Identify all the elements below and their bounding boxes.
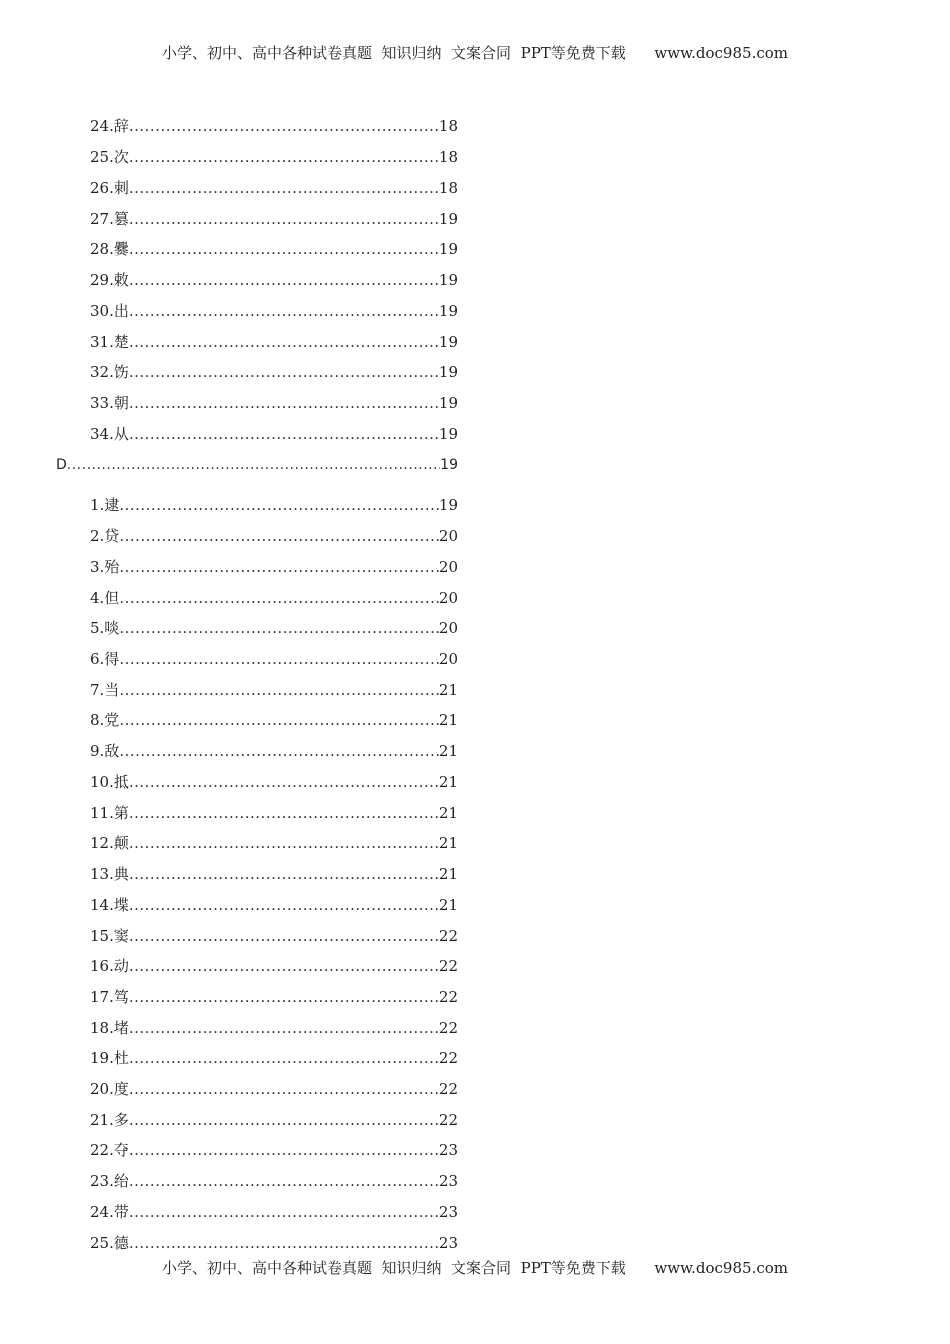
toc-entry[interactable] bbox=[90, 423, 458, 445]
toc-entry[interactable] bbox=[90, 1047, 458, 1069]
toc-entry-label: 14.堞 bbox=[90, 896, 129, 914]
toc-entry-page: 19 bbox=[438, 302, 458, 320]
toc-entry[interactable] bbox=[90, 617, 458, 639]
toc-entry-page: 21 bbox=[438, 865, 458, 883]
toc-section-label: D bbox=[56, 457, 67, 473]
toc-entry-page: 22 bbox=[438, 957, 458, 975]
toc-entry[interactable] bbox=[90, 1109, 458, 1131]
toc-entry-page: 19 bbox=[438, 394, 458, 412]
toc-entry-label: 26.刺 bbox=[90, 179, 129, 197]
toc-entry-label: 24.辞 bbox=[90, 117, 129, 135]
toc-entry-label: 21.多 bbox=[90, 1111, 129, 1129]
toc-entry[interactable] bbox=[90, 1017, 458, 1039]
toc-leader-dots bbox=[129, 1109, 439, 1131]
toc-leader-dots bbox=[119, 709, 439, 731]
toc-entry-page: 23 bbox=[438, 1172, 458, 1190]
toc-entry-page: 20 bbox=[438, 558, 458, 576]
toc-leader-dots bbox=[129, 771, 439, 793]
toc-entry-page: 21 bbox=[438, 896, 458, 914]
toc-leader-dots bbox=[129, 300, 439, 322]
toc-leader-dots bbox=[129, 177, 439, 199]
toc-entry-label: 12.颠 bbox=[90, 834, 129, 852]
toc-entry[interactable] bbox=[90, 648, 458, 670]
toc-entry-page: 19 bbox=[438, 496, 458, 514]
toc-entry-page: 19 bbox=[438, 425, 458, 443]
toc-entry-page: 23 bbox=[438, 1141, 458, 1159]
toc-leader-dots bbox=[119, 740, 439, 762]
toc-entry-label: 16.动 bbox=[90, 957, 129, 975]
toc-entry[interactable] bbox=[90, 146, 458, 168]
toc-entry-label: 10.抵 bbox=[90, 773, 129, 791]
toc-leader-dots bbox=[129, 1170, 439, 1192]
toc-entry-page: 22 bbox=[438, 988, 458, 1006]
toc-entry-page: 21 bbox=[438, 711, 458, 729]
toc-leader-dots bbox=[129, 832, 439, 854]
toc-entry-page: 21 bbox=[438, 834, 458, 852]
toc-entry[interactable] bbox=[90, 1201, 458, 1223]
toc-leader-dots bbox=[119, 679, 439, 701]
toc-leader-dots bbox=[119, 525, 439, 547]
toc-leader-dots bbox=[129, 894, 439, 916]
toc-entry[interactable] bbox=[90, 361, 458, 383]
toc-entry-label: 29.敕 bbox=[90, 271, 129, 289]
toc-entry-page: 21 bbox=[438, 742, 458, 760]
toc-entry-label: 15.窦 bbox=[90, 927, 129, 945]
toc-leader-dots bbox=[129, 392, 439, 414]
toc-leader-dots bbox=[129, 955, 439, 977]
toc-entry-label: 28.爨 bbox=[90, 240, 129, 258]
toc-leader-dots bbox=[129, 1139, 439, 1161]
toc-entry[interactable] bbox=[90, 269, 458, 291]
toc-entry-label: 23.绐 bbox=[90, 1172, 129, 1190]
toc-entry-label: 3.殆 bbox=[90, 558, 120, 576]
toc-entry-page: 21 bbox=[438, 804, 458, 822]
toc-entry[interactable] bbox=[90, 802, 458, 824]
toc-entry[interactable] bbox=[90, 679, 458, 701]
toc-entry[interactable] bbox=[90, 238, 458, 260]
toc-leader-dots bbox=[129, 361, 439, 383]
toc-entry-page: 21 bbox=[438, 681, 458, 699]
toc-entry-label: 22.夺 bbox=[90, 1141, 129, 1159]
toc-entry[interactable] bbox=[90, 300, 458, 322]
toc-entry[interactable] bbox=[90, 986, 458, 1008]
toc-entry[interactable] bbox=[90, 863, 458, 885]
toc-leader-dots bbox=[129, 802, 439, 824]
toc-entry[interactable] bbox=[90, 1232, 458, 1254]
toc-entry-label: 30.出 bbox=[90, 302, 129, 320]
toc-entry[interactable] bbox=[90, 771, 458, 793]
toc-entry-label: 20.度 bbox=[90, 1080, 129, 1098]
toc-entry[interactable] bbox=[90, 525, 458, 547]
toc-leader-dots bbox=[129, 423, 439, 445]
toc-entry-label: 9.敌 bbox=[90, 742, 120, 760]
toc-entry-label: 5.啖 bbox=[90, 619, 120, 637]
toc-leader-dots bbox=[129, 208, 439, 230]
toc-entry-label: 11.第 bbox=[90, 804, 129, 822]
toc-entry-label: 27.篡 bbox=[90, 210, 129, 228]
toc-leader-dots bbox=[119, 556, 439, 578]
toc-entry-label: 1.逮 bbox=[90, 496, 120, 514]
toc-entry-label: 18.堵 bbox=[90, 1019, 129, 1037]
toc-leader-dots bbox=[129, 1201, 439, 1223]
toc-entry-page: 19 bbox=[438, 271, 458, 289]
toc-leader-dots bbox=[119, 617, 439, 639]
toc-entry-page: 22 bbox=[438, 1111, 458, 1129]
toc-entry-label: 13.典 bbox=[90, 865, 129, 883]
toc-section-d[interactable] bbox=[56, 454, 458, 476]
toc-entry-page: 23 bbox=[438, 1234, 458, 1252]
toc-entry-label: 6.得 bbox=[90, 650, 120, 668]
toc-entry-label: 25.德 bbox=[90, 1234, 129, 1252]
toc-entry-label: 19.杜 bbox=[90, 1049, 129, 1067]
toc-entry[interactable] bbox=[90, 740, 458, 762]
toc-entry[interactable] bbox=[90, 177, 458, 199]
toc-entry-page: 18 bbox=[438, 148, 458, 166]
toc-section-page: 19 bbox=[440, 457, 458, 473]
toc-entry[interactable] bbox=[90, 709, 458, 731]
toc-leader-dots bbox=[129, 1078, 439, 1100]
toc-entry-page: 20 bbox=[438, 589, 458, 607]
toc-entry-page: 22 bbox=[438, 1019, 458, 1037]
toc-entry[interactable] bbox=[90, 556, 458, 578]
toc-entry[interactable] bbox=[90, 587, 458, 609]
toc-entry-label: 2.贷 bbox=[90, 527, 120, 545]
toc-leader-dots bbox=[129, 146, 439, 168]
toc-leader-dots bbox=[129, 238, 439, 260]
toc-entry-label: 17.笃 bbox=[90, 988, 129, 1006]
toc-entry-label: 25.次 bbox=[90, 148, 129, 166]
toc-entry-page: 18 bbox=[438, 117, 458, 135]
toc-entry-page: 19 bbox=[438, 333, 458, 351]
toc-entry-page: 20 bbox=[438, 650, 458, 668]
toc-leader-dots bbox=[129, 863, 439, 885]
toc-leader-dots bbox=[119, 494, 439, 516]
toc-leader-dots bbox=[129, 331, 439, 353]
toc-entry[interactable] bbox=[90, 925, 458, 947]
toc-entry-label: 24.带 bbox=[90, 1203, 129, 1221]
toc-entry[interactable] bbox=[90, 208, 458, 230]
toc-leader-dots bbox=[129, 269, 439, 291]
toc-entry-label: 33.朝 bbox=[90, 394, 129, 412]
toc-leader-dots bbox=[119, 648, 439, 670]
toc-entry-label: 32.饬 bbox=[90, 363, 129, 381]
toc-entry[interactable] bbox=[90, 832, 458, 854]
toc-entry[interactable] bbox=[90, 955, 458, 977]
page-header: 小学、初中、高中各种试卷真题 知识归纳 文案合同 PPT等免费下载 www.doc985.com bbox=[161, 44, 788, 62]
toc-entry[interactable] bbox=[90, 894, 458, 916]
toc-leader-dots bbox=[119, 587, 439, 609]
page-footer: 小学、初中、高中各种试卷真题 知识归纳 文案合同 PPT等免费下载 www.doc985.com bbox=[161, 1259, 788, 1277]
toc-leader-dots bbox=[129, 1232, 439, 1254]
toc-entry-page: 22 bbox=[438, 1049, 458, 1067]
toc-entry-label: 31.楚 bbox=[90, 333, 129, 351]
toc-entry-page: 18 bbox=[438, 179, 458, 197]
toc-entry-page: 20 bbox=[438, 619, 458, 637]
toc-leader-dots bbox=[129, 1017, 439, 1039]
toc-entry-label: 8.党 bbox=[90, 711, 120, 729]
toc-entry-page: 22 bbox=[438, 1080, 458, 1098]
toc-entry-label: 7.当 bbox=[90, 681, 120, 699]
toc-leader-dots bbox=[67, 454, 440, 476]
toc-leader-dots bbox=[129, 925, 439, 947]
toc-entry-page: 21 bbox=[438, 773, 458, 791]
toc-entry-page: 23 bbox=[438, 1203, 458, 1221]
toc-entry-page: 19 bbox=[438, 240, 458, 258]
toc-entry-page: 19 bbox=[438, 363, 458, 381]
toc-entry-label: 34.从 bbox=[90, 425, 129, 443]
toc-leader-dots bbox=[129, 1047, 439, 1069]
toc-entry-page: 19 bbox=[438, 210, 458, 228]
toc-leader-dots bbox=[129, 115, 439, 137]
toc-leader-dots bbox=[129, 986, 439, 1008]
toc-entry[interactable] bbox=[90, 494, 458, 516]
toc-entry[interactable] bbox=[90, 1139, 458, 1161]
toc-entry[interactable] bbox=[90, 1078, 458, 1100]
toc-entry-page: 20 bbox=[438, 527, 458, 545]
toc-entry-label: 4.但 bbox=[90, 589, 120, 607]
toc-entry[interactable] bbox=[90, 392, 458, 414]
toc-entry[interactable] bbox=[90, 115, 458, 137]
toc-entry[interactable] bbox=[90, 1170, 458, 1192]
toc-entry[interactable] bbox=[90, 331, 458, 353]
toc-entry-page: 22 bbox=[438, 927, 458, 945]
